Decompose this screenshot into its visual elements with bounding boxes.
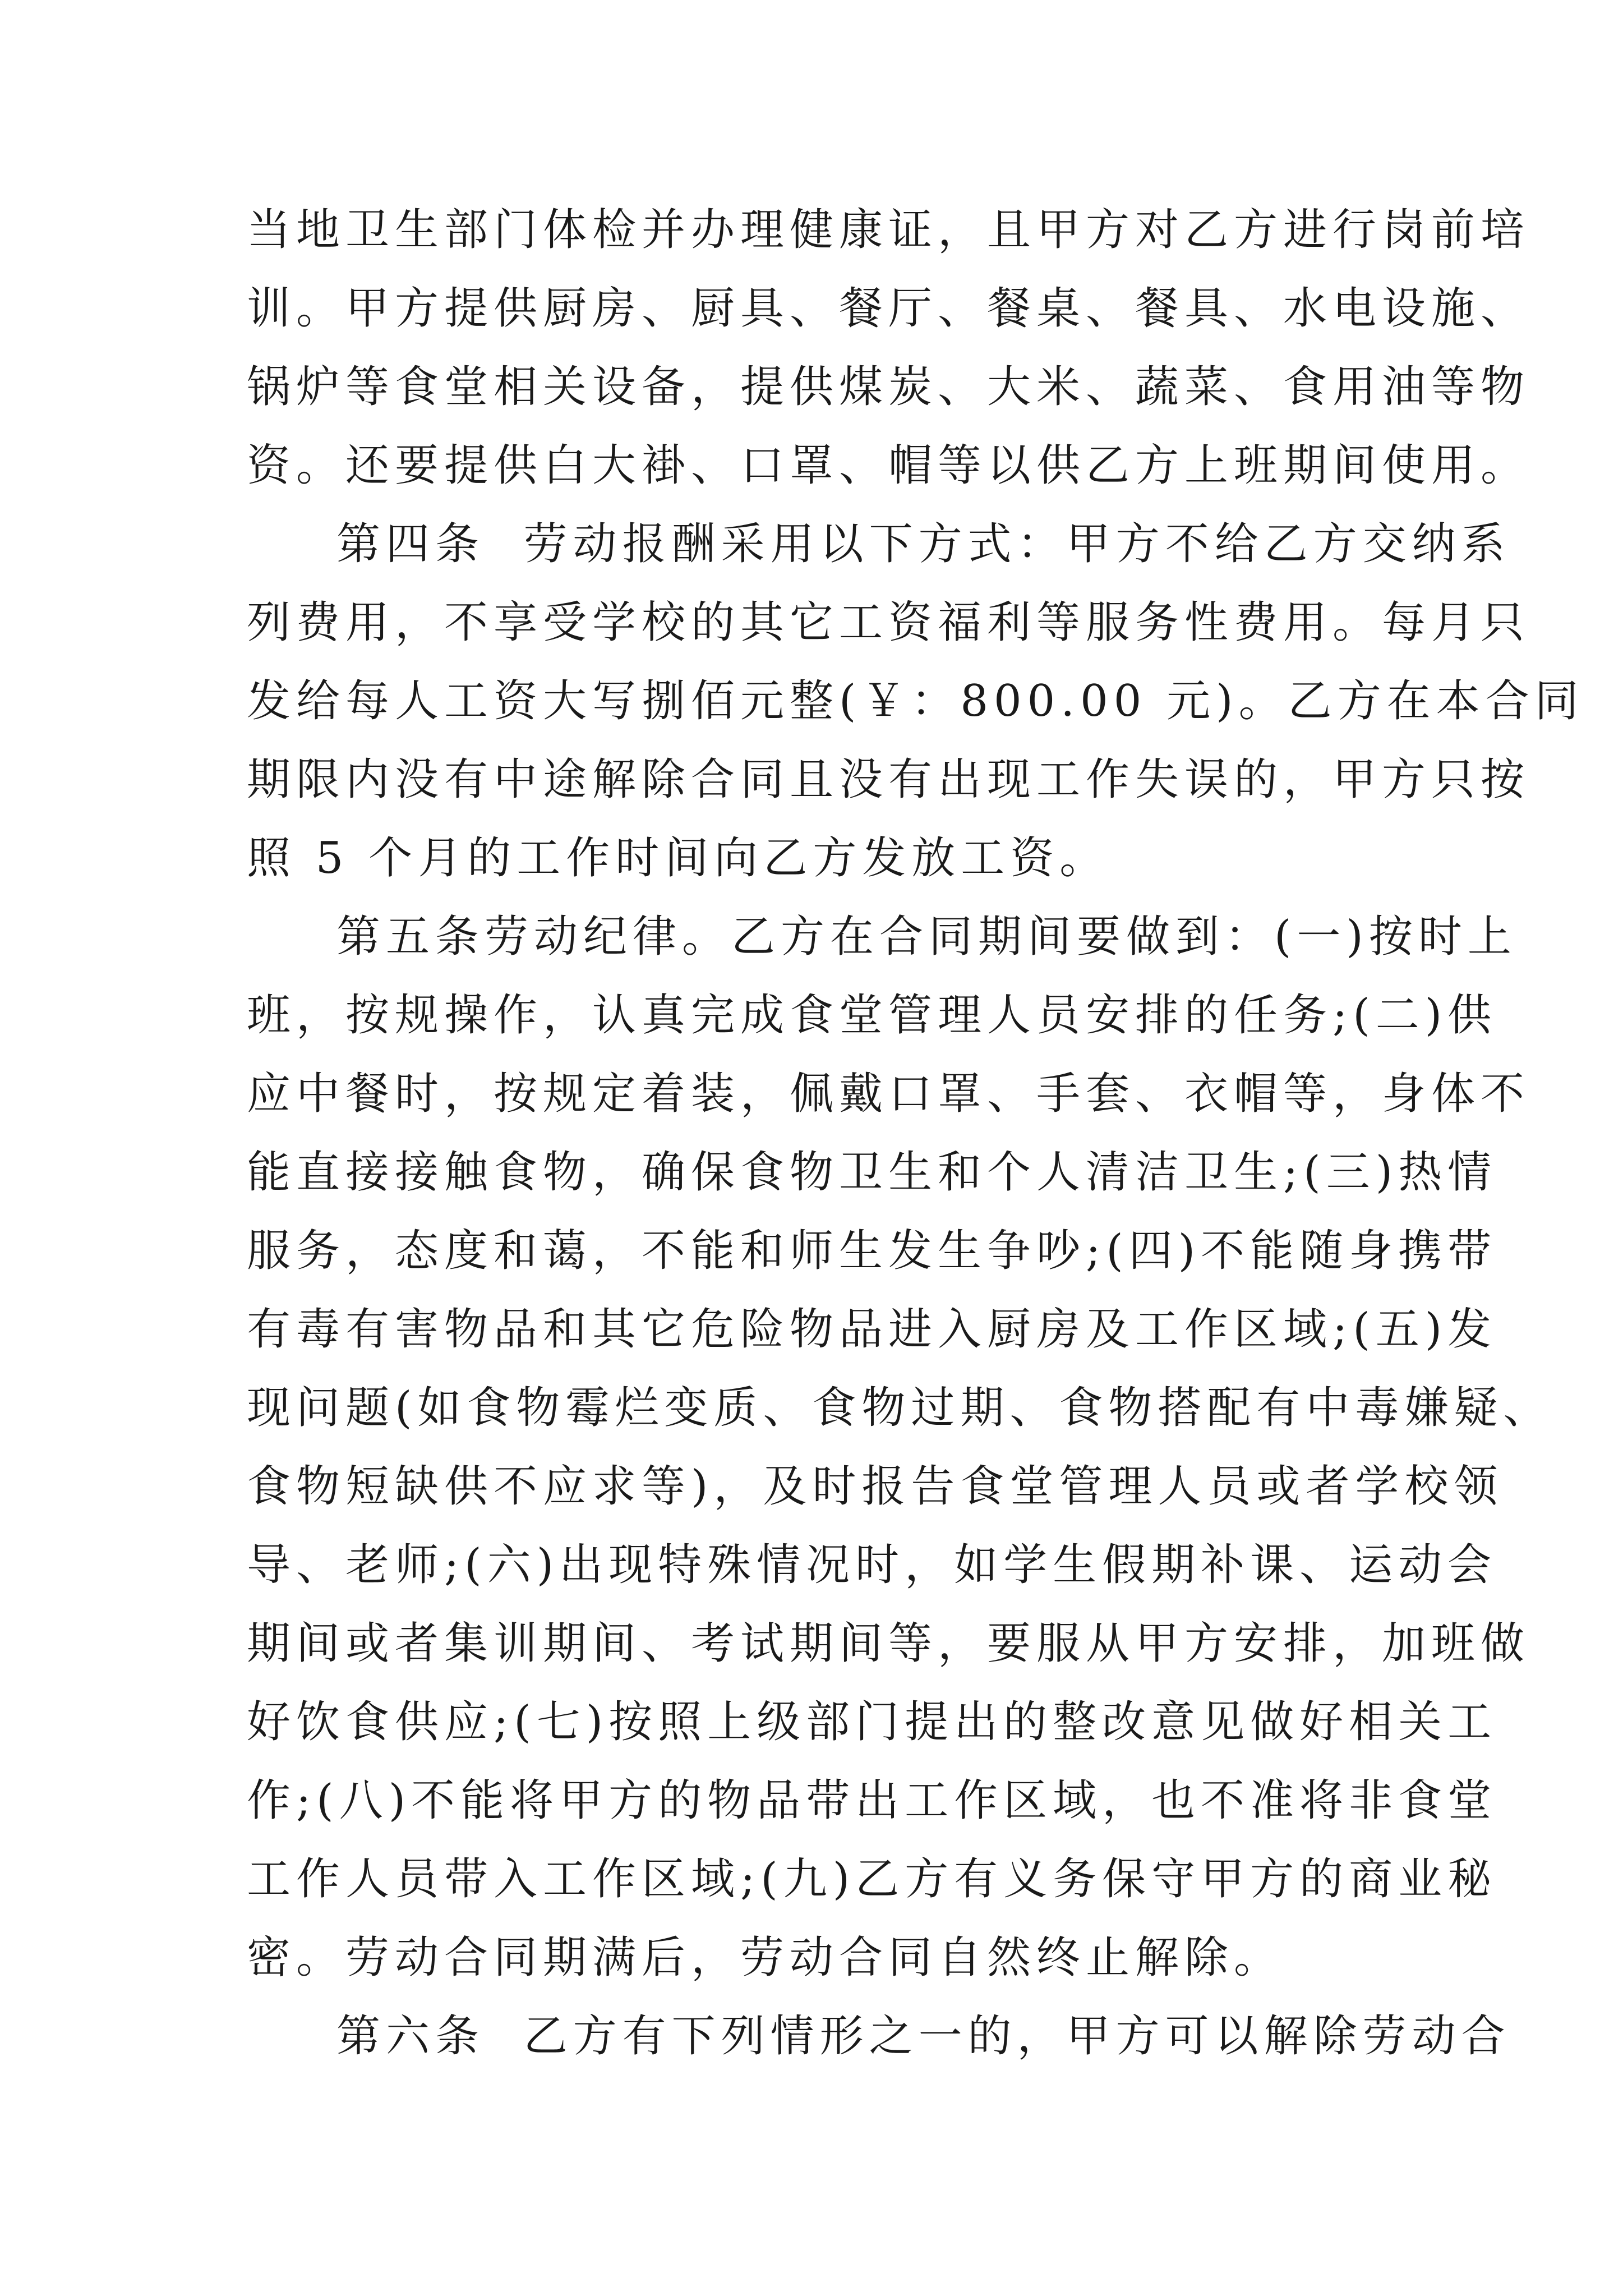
article-6-heading-line: 第六条 乙方有下列情形之一的，甲方可以解除劳动合 bbox=[336, 2011, 1511, 2062]
text-line: 照 5 个月的工作时间向乙方发放工资。 bbox=[247, 833, 1109, 884]
article-4-heading-line: 第四条 劳动报酬采用以下方式：甲方不给乙方交纳系 bbox=[336, 519, 1511, 569]
text-line: 现问题(如食物霉烂变质、食物过期、食物搭配有中毒嫌疑、 bbox=[247, 1383, 1553, 1433]
document-body bbox=[247, 191, 1584, 2076]
text-line: 服务，态度和蔼，不能和师生发生争吵;(四)不能随身携带 bbox=[247, 1226, 1497, 1276]
text-line: 工作人员带入工作区域;(九)乙方有义务保守甲方的商业秘 bbox=[247, 1854, 1497, 1904]
text-line: 发给每人工资大写捌佰元整(￥：800.00 元)。乙方在本合同 bbox=[247, 676, 1584, 726]
text-line: 导、老师;(六)出现特殊情况时，如学生假期补课、运动会 bbox=[247, 1540, 1497, 1590]
text-line: 班，按规操作，认真完成食堂管理人员安排的任务;(二)供 bbox=[247, 990, 1497, 1041]
text-line: 列费用，不享受学校的其它工资福利等服务性费用。每月只 bbox=[247, 597, 1530, 648]
text-line: 锅炉等食堂相关设备，提供煤炭、大米、蔬菜、食用油等物 bbox=[247, 362, 1530, 412]
text-line: 当地卫生部门体检并办理健康证，且甲方对乙方进行岗前培 bbox=[247, 205, 1530, 255]
text-line: 训。甲方提供厨房、厨具、餐厅、餐桌、餐具、水电设施、 bbox=[247, 283, 1530, 334]
text-line: 应中餐时，按规定着装，佩戴口罩、手套、衣帽等，身体不 bbox=[247, 1069, 1530, 1119]
text-line: 好饮食供应;(七)按照上级部门提出的整改意见做好相关工 bbox=[247, 1697, 1497, 1747]
text-line: 作;(八)不能将甲方的物品带出工作区域，也不准将非食堂 bbox=[247, 1775, 1497, 1826]
text-line: 有毒有害物品和其它危险物品进入厨房及工作区域;(五)发 bbox=[247, 1304, 1497, 1355]
text-line: 资。还要提供白大褂、口罩、帽等以供乙方上班期间使用。 bbox=[247, 440, 1530, 491]
text-line: 期间或者集训期间、考试期间等，要服从甲方安排，加班做 bbox=[247, 1618, 1530, 1669]
article-5-heading-line: 第五条劳动纪律。乙方在合同期间要做到：(一)按时上 bbox=[336, 912, 1517, 962]
text-line: 期限内没有中途解除合同且没有出现工作失误的，甲方只按 bbox=[247, 754, 1530, 805]
text-line: 密。劳动合同期满后，劳动合同自然终止解除。 bbox=[247, 1932, 1284, 1983]
text-line: 能直接接触食物，确保食物卫生和个人清洁卫生;(三)热情 bbox=[247, 1147, 1497, 1198]
text-line: 食物短缺供不应求等)，及时报告食堂管理人员或者学校领 bbox=[247, 1461, 1504, 1512]
